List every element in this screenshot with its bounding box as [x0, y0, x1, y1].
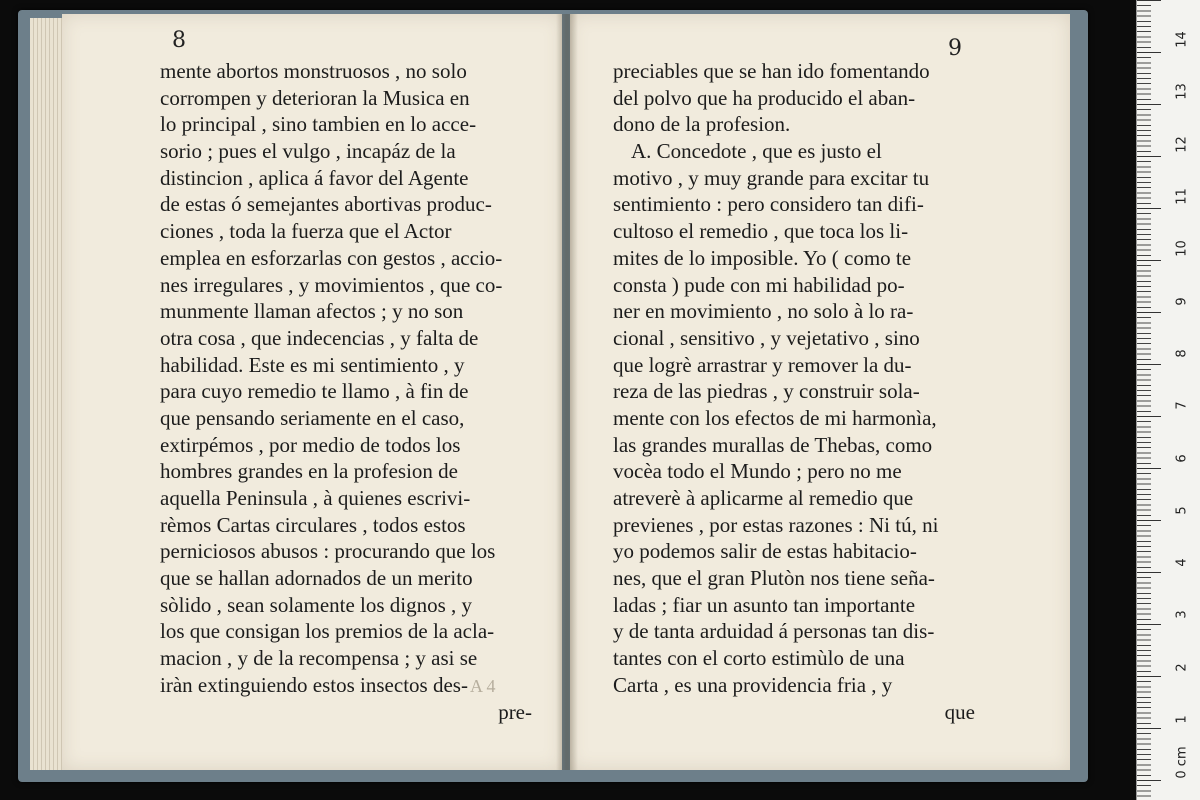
ruler-number: 2	[1174, 663, 1190, 672]
text-line: otra cosa , que indecencias , y falta de	[160, 325, 479, 350]
ruler-number: 9	[1174, 296, 1190, 306]
text-line: pre-	[498, 699, 532, 724]
text-line: vocèa todo el Mundo ; pero no me	[613, 459, 902, 484]
book-gutter	[556, 14, 578, 770]
text-line: reza de las piedras , y construir sola-	[613, 379, 920, 404]
text-line: ner en movimiento , no solo à lo ra-	[613, 299, 914, 324]
text-line: Carta , es una providencia fria , y	[613, 672, 893, 697]
text-line: yo podemos salir de estas habitacio-	[613, 539, 917, 564]
text-line: sentimiento : pero considero tan difi-	[613, 192, 924, 217]
left-page-text	[160, 58, 532, 725]
text-line: nes, que el gran Plutòn nos tiene seña-	[613, 566, 935, 591]
text-line: dono de la profesion.	[613, 112, 791, 137]
text-line: que logrè arrastrar y remover la du-	[613, 352, 912, 377]
ruler-number: 10	[1174, 240, 1190, 258]
text-line: que pensando seriamente en el caso,	[160, 405, 465, 430]
text-line: que se hallan adornados de un merito	[160, 566, 473, 591]
text-line: distincion , aplica á favor del Agente	[160, 165, 469, 190]
ruler-number: 13	[1174, 83, 1190, 101]
text-line: extirpémos , por medio de todos los	[160, 432, 461, 457]
text-line: munmente llaman afectos ; y no son	[160, 299, 464, 324]
ruler-unit-label: 0 cm	[1174, 746, 1190, 779]
text-line: del polvo que ha producido el aban-	[613, 85, 916, 110]
text-line: y de tanta arduidad á personas tan dis-	[613, 619, 935, 644]
signature-mark: A 4	[470, 676, 496, 696]
text-line: ciones , toda la fuerza que el Actor	[160, 219, 452, 244]
text-line: habilidad. Este es mi sentimiento , y	[160, 352, 465, 377]
text-line: mites de lo imposible. Yo ( como te	[613, 245, 912, 270]
text-line: mente con los efectos de mi harmonìa,	[613, 405, 937, 430]
right-page-number: 9	[948, 36, 962, 61]
text-line: para cuyo remedio te llamo , à fin de	[160, 379, 469, 404]
text-line: los que consigan los premios de la acla-	[160, 619, 495, 644]
text-line: atreverè à aplicarme al remedio que	[613, 486, 914, 510]
text-line: tantes con el corto estimùlo de una	[613, 646, 905, 671]
ruler-number: 6	[1174, 453, 1190, 463]
text-line: rèmos Cartas circulares , todos estos	[160, 512, 466, 537]
text-line: sòlido , sean solamente los dignos , y	[160, 592, 473, 617]
text-line: mente abortos monstruosos , no solo	[160, 59, 467, 83]
ruler-number: 14	[1174, 31, 1190, 48]
text-line: aquella Peninsula , à quienes escrivi-	[160, 486, 471, 510]
left-page-number: 8	[172, 28, 186, 53]
text-line: hombres grandes en la profesion de	[160, 459, 458, 484]
text-line: cultoso el remedio , que toca los li-	[613, 219, 909, 244]
text-line: motivo , y muy grande para excitar tu	[613, 165, 930, 190]
right-page-text	[613, 58, 985, 725]
ruler-number: 8	[1174, 349, 1190, 358]
text-line: perniciosos abusos : procurando que los	[160, 539, 496, 564]
ruler-major-ticks	[1137, 0, 1161, 800]
text-line: ladas ; fiar un asunto tan importante	[613, 592, 916, 617]
text-line: sorio ; pues el vulgo , incapáz de la	[160, 139, 456, 164]
text-line: macion , y de la recompensa ; y asi se	[160, 646, 478, 671]
page-edges	[30, 18, 64, 770]
text-line: las grandes murallas de Thebas, como	[613, 432, 933, 457]
text-line: previenes , por estas razones : Ni tú, ni	[613, 512, 939, 537]
text-line: iràn extinguiendo estos insectos des-	[160, 672, 468, 697]
text-line: de estas ó semejantes abortivas produc-	[160, 192, 492, 217]
text-line: nes irregulares , y movimientos , que co-	[160, 272, 503, 297]
ruler-number: 12	[1174, 135, 1190, 153]
ruler-number: 3	[1174, 610, 1190, 620]
ruler-number: 11	[1174, 188, 1190, 205]
text-line: que	[944, 699, 975, 724]
text-line: emplea en esforzarlas con gestos , accio-	[160, 245, 503, 270]
text-line: lo principal , sino tambien en lo acce-	[160, 112, 477, 137]
measurement-ruler	[1136, 0, 1200, 800]
text-line: preciables que se han ido fomentando	[613, 59, 930, 83]
ruler-number: 4	[1174, 558, 1190, 567]
ruler-number: 7	[1174, 401, 1190, 410]
ruler-number: 1	[1174, 715, 1190, 724]
text-line: cional , sensitivo , y vejetativo , sino	[613, 325, 920, 350]
text-line: corrompen y deterioran la Musica en	[160, 85, 470, 110]
text-line: consta ) pude con mi habilidad po-	[613, 272, 905, 297]
text-line: A. Concedote , que es justo el	[631, 139, 882, 164]
ruler-number: 5	[1174, 506, 1190, 515]
